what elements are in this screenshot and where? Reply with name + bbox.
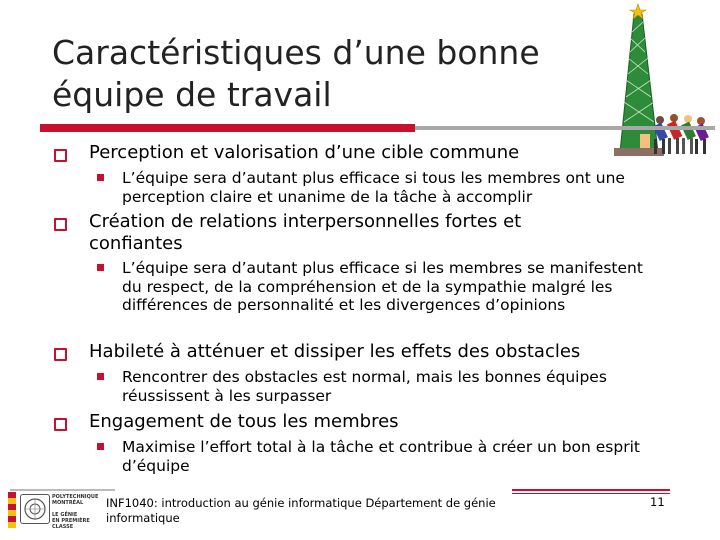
polytechnique-montreal-logo (8, 492, 108, 528)
bullet-item (54, 142, 519, 164)
square-bullet-icon (54, 218, 67, 231)
sub-bullet-text: Rencontrer des obstacles est normal, mais les bonnes équipes réussissent à les surpasser (122, 368, 607, 405)
sub-bullet-text: L’équipe sera d’autant plus efficace si tous les membres ont une perception claire et unanime de la tâche à accomplir (122, 169, 625, 206)
footer-rule-red-thin (512, 493, 670, 494)
slide-title-line-2: équipe de travail (52, 75, 332, 114)
bullet-item (54, 341, 580, 363)
bullet-text: Perception et valorisation d’une cible commune (89, 142, 520, 163)
bullet-text: Création de relations interpersonnelles fortes et confiantes (89, 211, 522, 254)
page-number: 11 (650, 495, 665, 509)
logo-text-line: EN PREMIÈRE CLASSE (52, 518, 90, 530)
bullet-text: Habileté à atténuer et dissiper les effets des obstacles (89, 341, 581, 362)
square-bullet-icon (54, 418, 67, 431)
logo-text-line: POLYTECHNIQUE (52, 494, 99, 500)
sub-bullet-item (97, 368, 637, 405)
title-rule-gray (415, 126, 715, 130)
bullet-item (54, 411, 399, 433)
filled-square-bullet-icon (97, 443, 104, 450)
sub-bullet-item (97, 169, 687, 206)
logo-text-line: LE GÉNIE (52, 512, 78, 518)
filled-square-bullet-icon (97, 264, 104, 271)
logo-stripes (8, 492, 16, 528)
team-pushing-tower-clipart (600, 2, 715, 162)
sub-bullet-text: Maximise l’effort total à la tâche et contribue à créer un bon esprit d’équipe (122, 438, 640, 475)
slide-title (52, 32, 612, 116)
sub-bullet-text: L’équipe sera d’autant plus efficace si les membres se manifestent du respect, de la compréhension et de la sympathie malgré les différences de personnalité et les divergences d’opinions (122, 259, 643, 314)
footer-text: INF1040: introduction au génie informatique Département de génie informatique (106, 496, 496, 525)
logo-text (52, 494, 108, 530)
title-rule-red (40, 124, 415, 132)
sub-bullet-item (97, 438, 687, 475)
seal-icon (20, 494, 50, 524)
sub-bullet-item (97, 259, 645, 315)
square-bullet-icon (54, 149, 67, 162)
footer-rule-gray (10, 489, 115, 491)
square-bullet-icon (54, 348, 67, 361)
logo-text-line: MONTRÉAL (52, 500, 84, 506)
filled-square-bullet-icon (97, 373, 104, 380)
filled-square-bullet-icon (97, 174, 104, 181)
slide-title-line-1: Caractéristiques d’une bonne (52, 33, 540, 72)
footer-rule-red (512, 489, 670, 491)
bullet-text: Engagement de tous les membres (89, 411, 399, 432)
bullet-item (54, 211, 614, 255)
